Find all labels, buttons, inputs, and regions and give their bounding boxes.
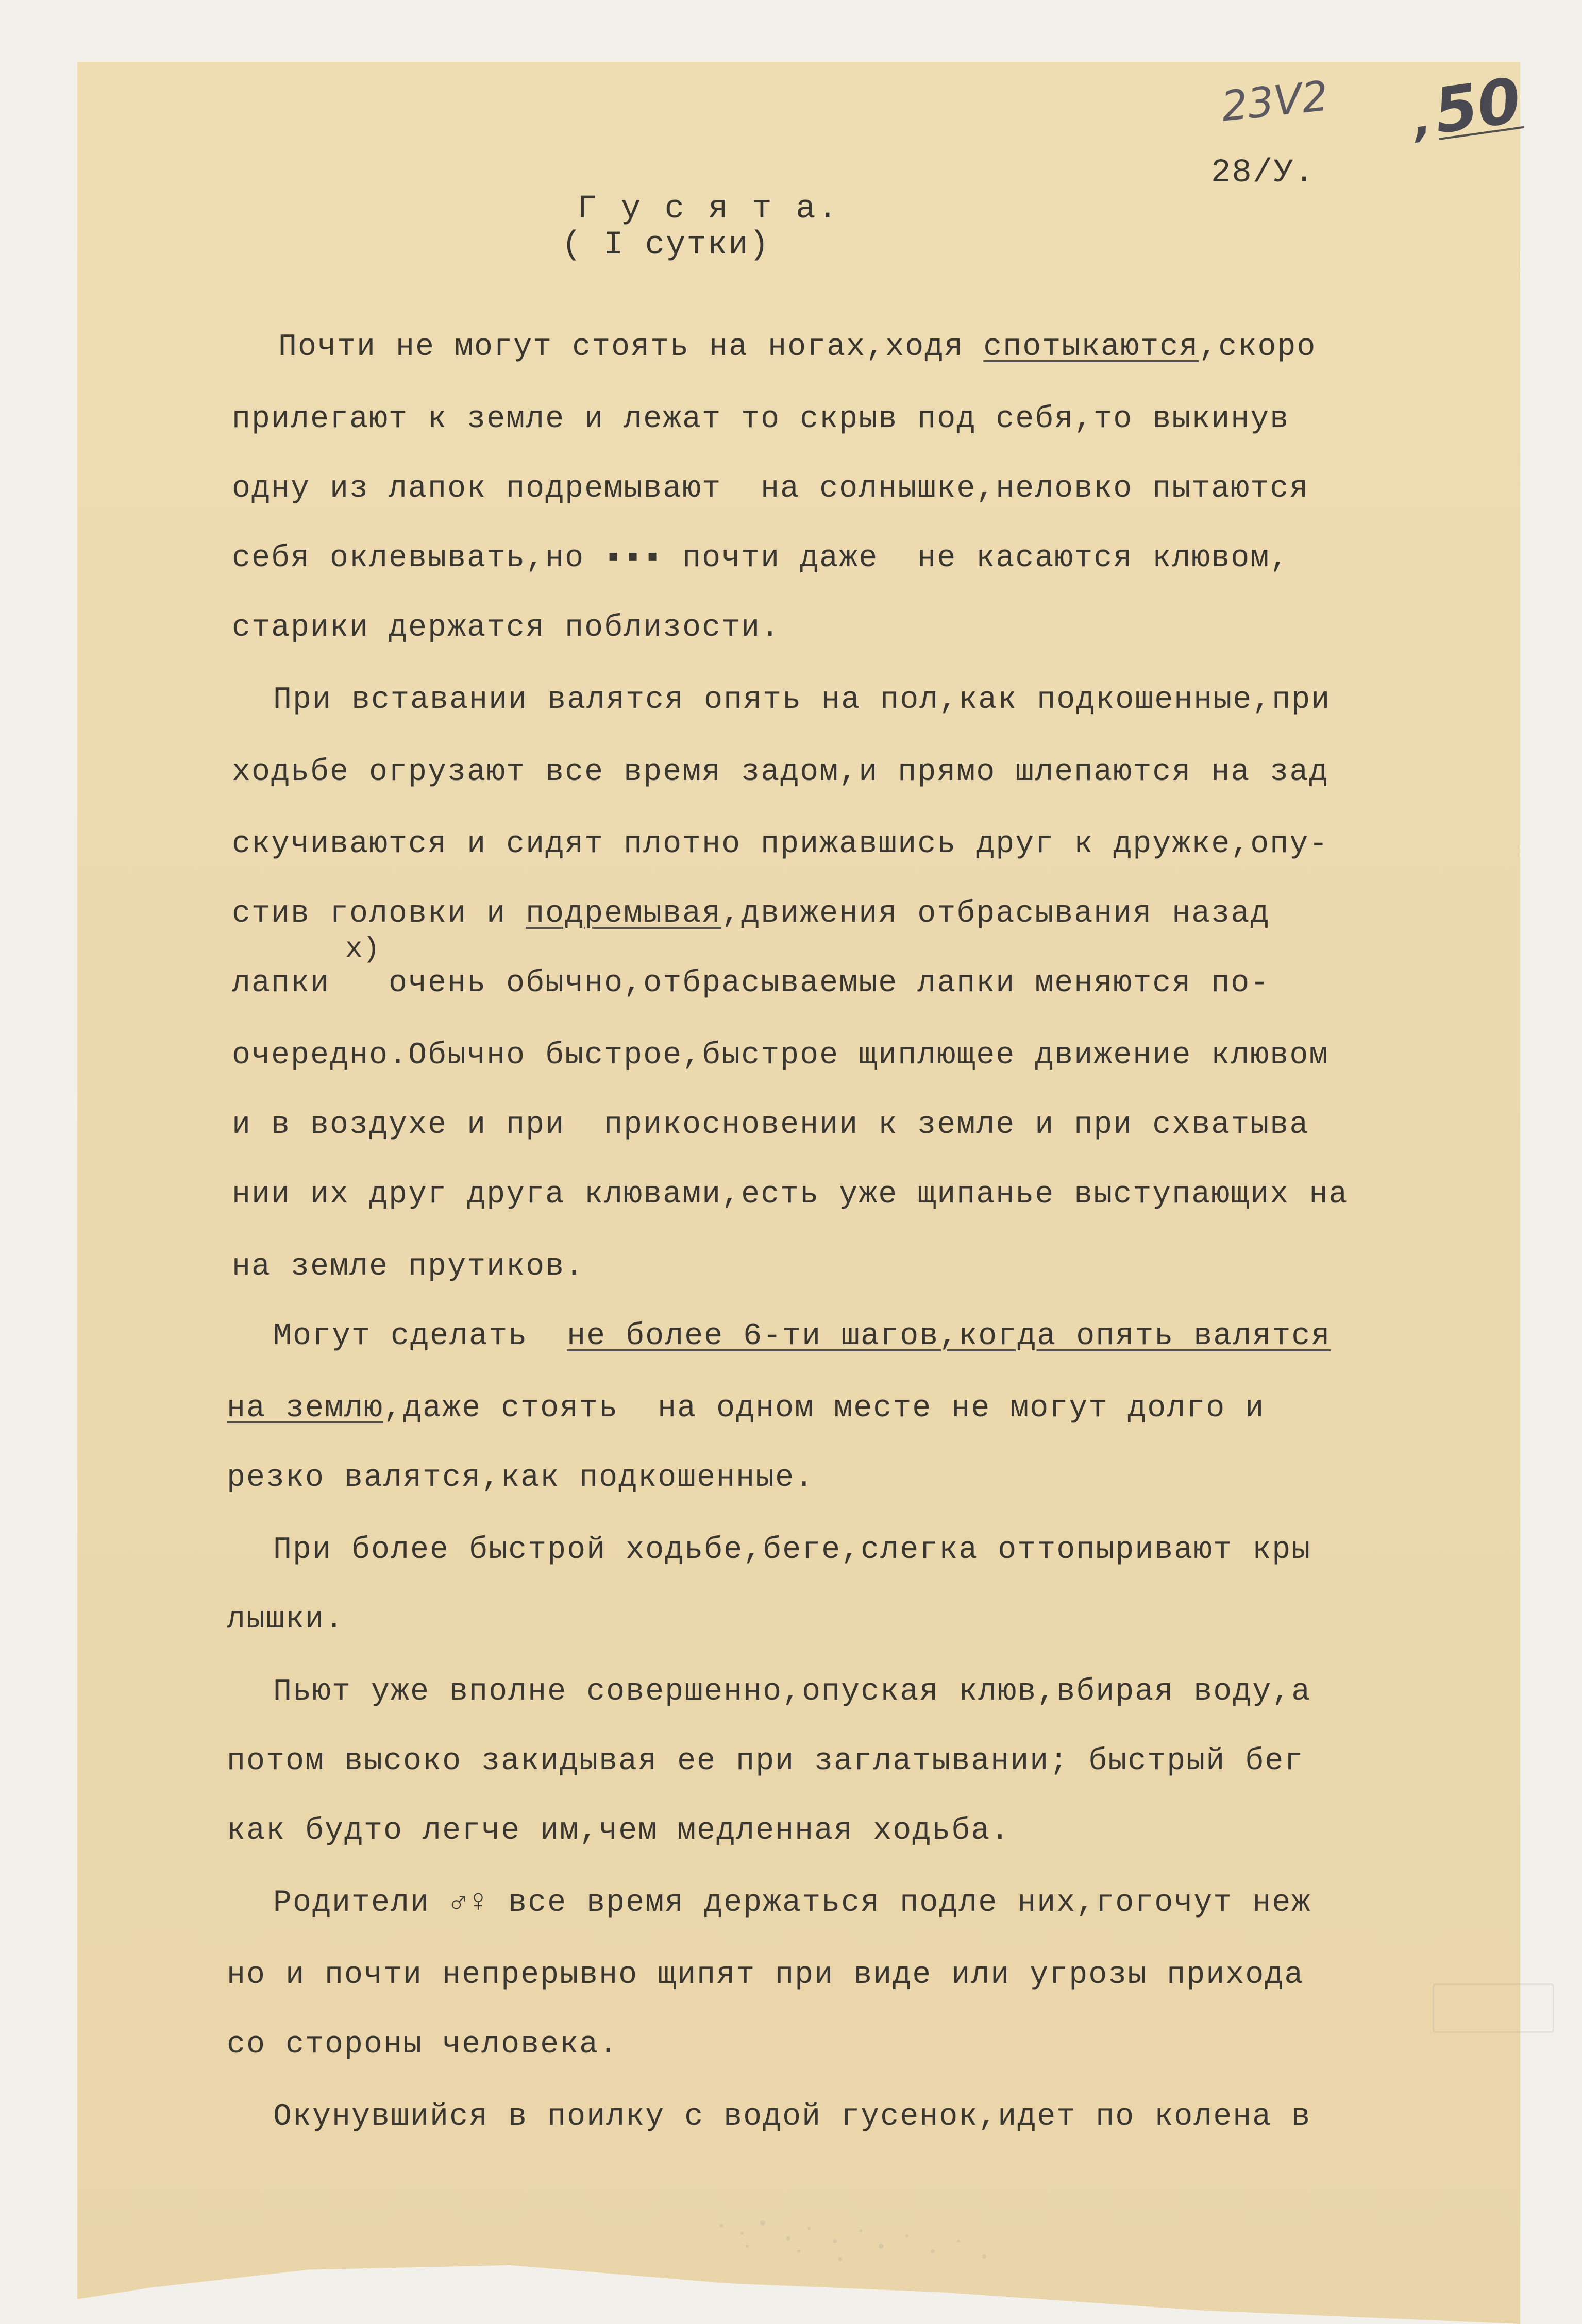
- paragraph-5-line-2: потом высоко закидывая ее при заглатывании; быстрый бег: [227, 1744, 1304, 1779]
- paragraph-1-line-1: Почти не могут стоять на ногах,ходя спотыкаются,скоро: [278, 330, 1317, 365]
- paragraph-5-line-1: Пьют уже вполне совершенно,опуская клюв,вбирая воду,а: [273, 1674, 1311, 1709]
- paragraph-2-line-3: скучиваются и сидят плотно прижавшись друг к дружке,опу-: [232, 827, 1329, 862]
- paragraph-2-line-1: При вставании валятся опять на пол,как подкошенные,при: [273, 683, 1331, 718]
- paragraph-6-line-3: со стороны человека.: [227, 2027, 619, 2062]
- archive-number: 23V2: [1219, 72, 1331, 131]
- paragraph-6-line-1: Родители ♂♀ все время держаться подле них,гогочут неж: [273, 1886, 1311, 1921]
- paragraph-3-line-2: на землю,даже стоять на одном месте не могут долго и: [227, 1391, 1265, 1426]
- underlined-phrase: подремывая: [526, 896, 722, 931]
- paragraph-6-line-2: но и почти непрерывно щипят при виде или угрозы прихода: [227, 1958, 1304, 1993]
- paragraph-4-line-1: При более быстрой ходьбе,беге,слегка оттопыривают кры: [273, 1533, 1311, 1568]
- folio-number: ,50: [1409, 64, 1525, 148]
- paragraph-5-line-3: как будто легче им,чем медленная ходьба.: [227, 1813, 1011, 1848]
- footnote-mark: x): [345, 932, 380, 965]
- paragraph-4-line-2: лышки.: [227, 1602, 345, 1637]
- document-subtitle: ( I сутки): [562, 227, 770, 264]
- paragraph-2-line-6: очередно.Обычно быстрое,быстрое щиплющее движение клювом: [232, 1038, 1329, 1073]
- paragraph-1-line-2: прилегают к земле и лежат то скрыв под себя,то выкинув: [232, 402, 1290, 437]
- paragraph-1-line-4: себя оклевывать,но ▪▪▪ почти даже не касаются клювом,: [232, 541, 1290, 576]
- paragraph-1-line-3: одну из лапок подремывают на солнышке,неловко пытаются: [232, 471, 1309, 506]
- paragraph-3-line-3: резко валятся,как подкошенные.: [227, 1461, 815, 1496]
- document-date: 28/У.: [1211, 155, 1316, 192]
- paragraph-2-line-2: ходьбе огрузают все время задом,и прямо шлепаются на зад: [232, 755, 1329, 790]
- paragraph-2-line-5: лапки очень обычно,отбрасываемые лапки меняются по-: [232, 966, 1270, 1001]
- paragraph-3-line-1: Могут сделать не более 6-ти шагов,когда опять валятся: [273, 1319, 1331, 1354]
- document-title: Г у с я т а.: [577, 191, 839, 228]
- faint-stamp: [1433, 1983, 1554, 2033]
- paragraph-2-line-9: на земле прутиков.: [232, 1249, 585, 1284]
- paragraph-2-line-7: и в воздухе и при прикосновении к земле и при схватыва: [232, 1108, 1309, 1143]
- underlined-phrase: спотыкаются: [983, 330, 1199, 365]
- paragraph-2-line-8: нии их друг друга клювами,есть уже щипанье выступающих на: [232, 1177, 1349, 1212]
- underlined-phrase: на землю: [227, 1391, 384, 1426]
- paragraph-2-line-4: стив головки и подремывая,движения отбрасывания назад: [232, 896, 1270, 931]
- underlined-phrase: не более 6-ти шагов,когда опять валятся: [567, 1319, 1331, 1354]
- paragraph-1-line-5: старики держатся поблизости.: [232, 610, 781, 646]
- paragraph-7-line-1: Окунувшийся в поилку с водой гусенок,идет по колена в: [273, 2099, 1311, 2134]
